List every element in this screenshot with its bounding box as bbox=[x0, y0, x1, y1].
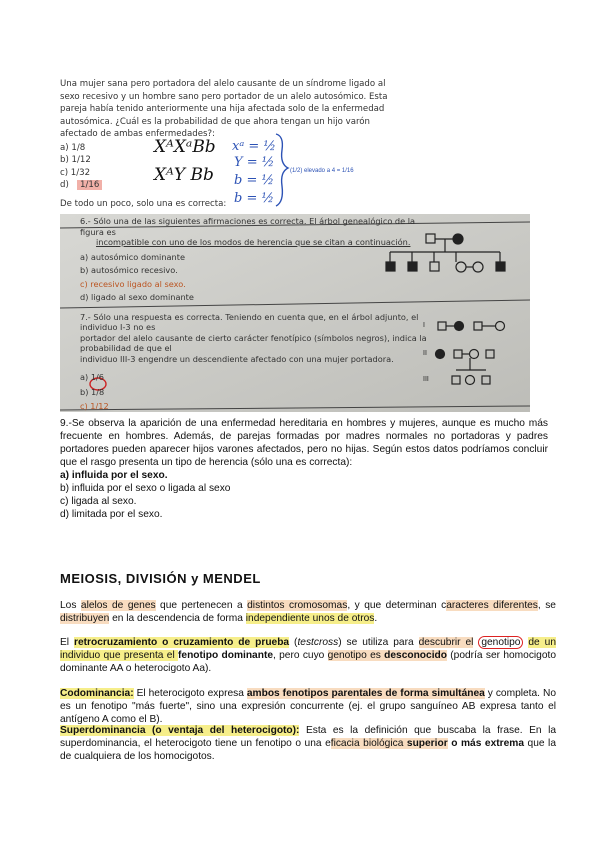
option-c: c) 1/32 bbox=[60, 167, 91, 178]
prob-b2: b = ½ bbox=[234, 191, 275, 206]
q6-opt-d: d) ligado al sexo dominante bbox=[80, 292, 194, 302]
q7-line-3: individuo III-3 engendre un descendiente afectado con una mujer portadora. bbox=[80, 353, 394, 364]
q6-sub: incompatible con uno de los modos de herencia que se citan a continuación. bbox=[96, 237, 411, 247]
q7-line-2: portador del alelo causante de cierto carácter fenotípico (símbolos negros), indica la probabilidad de que el bbox=[80, 332, 427, 353]
prob-y: Y = ½ bbox=[234, 155, 275, 170]
q7-title: 7.- Sólo una respuesta es correcta. Teniendo en cuenta que, en el árbol adjunto, el individuo I-3 no es bbox=[80, 311, 419, 332]
mother-genotype: XᴬXᵃBb bbox=[154, 137, 216, 157]
option-d: d) 1/16 bbox=[60, 179, 400, 192]
paragraph-4: Superdominancia (o ventaja del heterocigoto): Esta es la definición que buscaba la frase. En la superdominancia, el heterocigoto tiene un fenotipo o una eficacia biológica superior o más extrema que la de cualquiera de los homocigotos. bbox=[60, 725, 556, 762]
gen-label-2: II bbox=[423, 350, 427, 357]
question-9-text: 9.-Se observa la aparición de una enfermedad hereditaria en hombres y mujeres, aunque es mucho más frecuente en hombres. Además, de parejas formadas por madres normales no portadoras y padres portadores pueden aparecer hijos varones afectados, pero no hijas. Según estos datos podríamos concluir que el rasgo presenta un tipo de herencia (sólo una es correcta): bbox=[60, 418, 548, 468]
gen-label-1: I bbox=[423, 322, 425, 329]
q7-opt-b: b) 1/8 bbox=[80, 386, 105, 397]
q6-title: 6.- Sólo una de las siguientes afirmaciones es correcta. El árbol genealógico de la figura es bbox=[80, 216, 416, 237]
q9-option-c: c) ligada al sexo. bbox=[60, 496, 137, 507]
correct-answer-highlight: 1/16 bbox=[77, 180, 102, 190]
q7-opt-a: a) 1/6 bbox=[80, 372, 104, 382]
father-genotype: XᴬY Bb bbox=[154, 165, 214, 185]
option-a: a) 1/8 bbox=[60, 142, 86, 153]
q9-option-d: d) limitada por el sexo. bbox=[60, 509, 163, 520]
option-b: b) 1/12 bbox=[60, 155, 91, 165]
handwritten-notes bbox=[150, 128, 410, 210]
prob-xa: xᵃ = ½ bbox=[232, 139, 276, 154]
q7-opt-c: c) 1/12 bbox=[80, 401, 109, 411]
q6-opt-a: a) autosómico dominante bbox=[80, 251, 185, 262]
paragraph-2: El retrocruzamiento o cruzamiento de prueba (testcross) se utiliza para descubrir el genotipo de un individuo que presenta el fenotipo dominante, pero cuyo genotipo es desconocido (podría ser homocigoto dominante AA o heterocigoto Aa). bbox=[60, 637, 557, 674]
q9-option-b: b) influida por el sexo o ligada al sexo bbox=[60, 483, 231, 494]
gen-label-3: III bbox=[423, 376, 429, 383]
question-1-text: Una mujer sana pero portadora del alelo causante de un síndrome ligado al sexo recesivo y un hombre sano pero portador de un alelo autosómico. Esta pareja había tenido anteriormente una hija afectada solo de la enfermedad autosómica. ¿Cuál es la probabilidad de que ahora tengan un hijo varón afectado de ambas enfermedades?: bbox=[60, 79, 388, 139]
prob-b1: b = ½ bbox=[234, 173, 275, 188]
question-9 bbox=[60, 417, 548, 521]
q6-opt-b: b) autosómico recesivo. bbox=[80, 265, 178, 275]
genotipo-circle: genotipo bbox=[478, 636, 523, 649]
section-title: MEIOSIS, DIVISIÓN y MENDEL bbox=[60, 571, 261, 586]
question-1-footer: De todo un poco, solo una es correcta: bbox=[60, 198, 227, 209]
paragraph-3: Codominancia: El heterocigoto expresa ambos fenotipos parentales de forma simultánea y completa. No es un fenotipo "más fuerte", sino una expresión concurrente (ej. el grupo sanguíneo AB expresa tanto el antígeno A como el B). bbox=[60, 688, 557, 725]
exam-photo bbox=[60, 214, 530, 412]
brace-icon bbox=[276, 134, 288, 206]
q6-opt-c: c) recesivo ligado al sexo. bbox=[80, 278, 186, 289]
calc-note: (1/2) elevado a 4 = 1/16 bbox=[290, 168, 354, 174]
paragraph-1: Los alelos de genes que pertenecen a distintos cromosomas, y que determinan caracteres diferentes, se distribuyen en la descendencia de forma independiente unos de otros. bbox=[60, 600, 556, 624]
q9-option-a: a) influida por el sexo. bbox=[60, 470, 168, 481]
